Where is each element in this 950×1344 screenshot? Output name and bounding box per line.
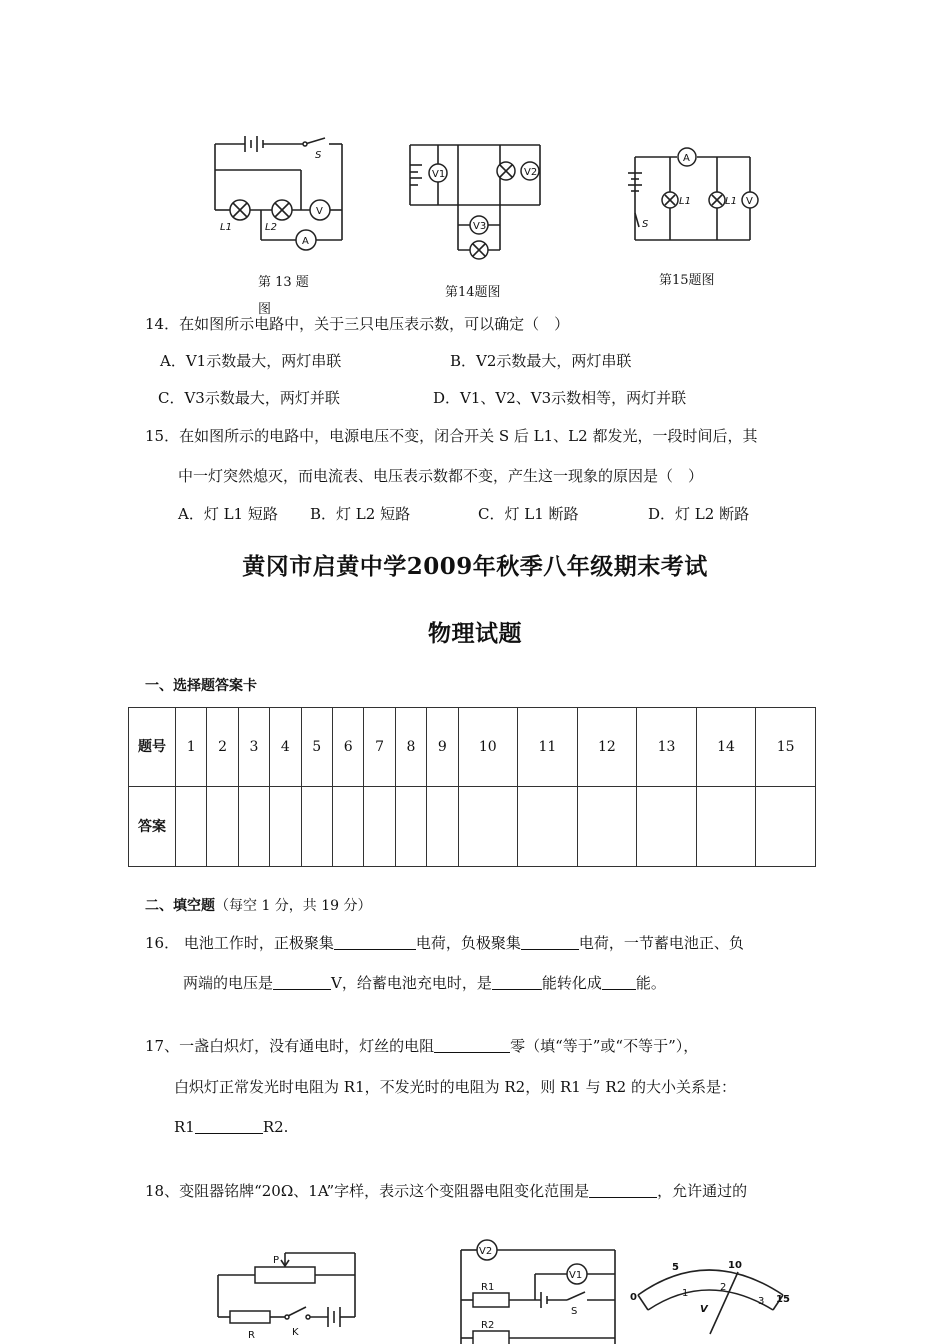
figure-15-circuit <box>625 145 765 255</box>
svg-text:3: 3 <box>758 1296 765 1307</box>
svg-text:S: S <box>642 219 649 230</box>
resistor-r2-icon <box>473 1331 509 1344</box>
svg-text:R: R <box>248 1330 255 1341</box>
rheostat-icon <box>255 1267 315 1283</box>
q18-text: ，允许通过的 <box>657 1182 748 1200</box>
svg-text:V: V <box>746 196 753 207</box>
answer-cell[interactable] <box>301 787 332 867</box>
svg-text:K: K <box>292 1327 299 1338</box>
svg-text:15: 15 <box>776 1294 790 1305</box>
answer-cell[interactable] <box>637 787 697 867</box>
svg-text:L1: L1 <box>725 196 737 207</box>
svg-text:L1: L1 <box>679 196 691 207</box>
answer-cell[interactable] <box>518 787 578 867</box>
svg-text:A: A <box>302 236 309 247</box>
exam-title: 黄冈市启黄中学2009年秋季八年级期末考试 <box>242 553 708 580</box>
question-number: 12 <box>577 708 637 787</box>
question-number: 15 <box>756 708 816 787</box>
question-number: 4 <box>270 708 301 787</box>
answer-cell[interactable] <box>395 787 426 867</box>
figure-14-circuit <box>400 140 550 265</box>
answer-cell[interactable] <box>270 787 301 867</box>
answer-cell[interactable] <box>238 787 269 867</box>
answer-card-table <box>128 707 816 867</box>
q18-text: 18、变阻器铭牌“20Ω、1A”字样，表示这个变阻器电阻变化范围是 <box>145 1182 590 1200</box>
q16-blank-4[interactable] <box>492 975 542 990</box>
answer-cell[interactable] <box>207 787 238 867</box>
svg-text:L2: L2 <box>265 222 277 233</box>
q18-line1 <box>145 1180 747 1201</box>
svg-text:0: 0 <box>630 1292 637 1303</box>
figure-13-caption: 第 13 题 <box>258 275 309 290</box>
svg-text:P: P <box>273 1255 280 1266</box>
answer-cell[interactable] <box>577 787 637 867</box>
resistor-r1-icon <box>473 1293 509 1307</box>
q17-text: 零（填“等于”或“不等于”）， <box>510 1037 699 1055</box>
svg-text:V3: V3 <box>473 221 487 232</box>
exam-subtitle: 物理试题 <box>428 620 522 647</box>
answer-cell[interactable] <box>458 787 518 867</box>
q15-option-a: A．灯 L1 短路 <box>178 505 278 523</box>
question-number: 9 <box>427 708 458 787</box>
question-number: 8 <box>395 708 426 787</box>
figure-14-caption: 第14题图 <box>445 285 501 300</box>
table-row-answers <box>129 787 816 867</box>
q15-stem-line1: 15．在如图所示的电路中，电源电压不变，闭合开关 S 后 L1、L2 都发光，一段时间后，其 <box>145 427 758 445</box>
section2-note: （每空 1 分，共 19 分） <box>215 898 372 914</box>
question-number: 1 <box>176 708 207 787</box>
answer-cell[interactable] <box>696 787 756 867</box>
q17-blank-2[interactable] <box>195 1119 263 1134</box>
answer-cell[interactable] <box>756 787 816 867</box>
q18-blank-1[interactable] <box>589 1183 657 1198</box>
question-number: 5 <box>301 708 332 787</box>
table-row-numbers <box>129 708 816 787</box>
question-number: 13 <box>637 708 697 787</box>
row-header-number: 题号 <box>129 708 176 787</box>
svg-text:2: 2 <box>720 1282 727 1293</box>
figure-voltmeter-circuit <box>455 1240 625 1344</box>
q17-text: R1 <box>174 1118 195 1136</box>
svg-text:V1: V1 <box>432 169 446 180</box>
svg-text:R2: R2 <box>481 1320 495 1331</box>
svg-text:5: 5 <box>672 1262 679 1273</box>
q16-blank-2[interactable] <box>521 935 579 950</box>
q14-stem: 14．在如图所示电路中，关于三只电压表示数，可以确定（ ） <box>145 315 570 333</box>
section1-heading: 一、选择题答案卡 <box>145 678 257 694</box>
q16-line2 <box>183 972 666 993</box>
q16-text: 能转化成 <box>541 974 602 992</box>
svg-text:L1: L1 <box>220 222 232 233</box>
svg-text:S: S <box>315 150 322 161</box>
q14-option-c: C．V3示数最大，两灯并联 <box>158 389 340 407</box>
question-number: 14 <box>696 708 756 787</box>
svg-text:10: 10 <box>728 1260 742 1271</box>
section2-title: 二、填空题 <box>145 898 215 914</box>
question-number: 3 <box>238 708 269 787</box>
q16-blank-5[interactable] <box>602 975 636 990</box>
figure-15-caption: 第15题图 <box>659 273 715 288</box>
q17-line2: 白炽灯正常发光时电阻为 R1，不发光时的电阻为 R2，则 R1 与 R2 的大小关系是： <box>174 1078 736 1096</box>
svg-text:1: 1 <box>682 1288 689 1299</box>
figure-13-caption-tail: 图 <box>258 302 272 317</box>
q14-option-a: A．V1示数最大，两灯串联 <box>160 352 342 370</box>
svg-text:A: A <box>683 153 690 164</box>
q15-stem-line2: 中一灯突然熄灭，而电流表、电压表示数都不变，产生这一现象的原因是（ ） <box>178 467 704 485</box>
q15-option-c: C．灯 L1 断路 <box>478 505 579 523</box>
answer-cell[interactable] <box>332 787 363 867</box>
svg-text:V2: V2 <box>479 1246 493 1257</box>
svg-text:V: V <box>700 1304 708 1315</box>
q17-blank-1[interactable] <box>434 1038 510 1053</box>
svg-text:V1: V1 <box>569 1270 583 1281</box>
q16-blank-1[interactable] <box>334 935 416 950</box>
q16-text: 16． 电池工作时，正极聚集 <box>145 934 334 952</box>
question-number: 11 <box>518 708 578 787</box>
q16-text: V，给蓄电池充电时，是 <box>331 974 492 992</box>
svg-text:V: V <box>316 206 323 217</box>
q16-text: 两端的电压是 <box>183 974 274 992</box>
row-header-answer: 答案 <box>129 787 176 867</box>
q17-line3 <box>174 1118 288 1136</box>
question-number: 6 <box>332 708 363 787</box>
q16-text: 电荷，负极聚集 <box>415 934 521 952</box>
q17-text: 17、一盏白炽灯，没有通电时，灯丝的电阻 <box>145 1037 435 1055</box>
question-number: 10 <box>458 708 518 787</box>
q17-text: R2. <box>262 1118 289 1136</box>
figure-rheostat-circuit <box>210 1245 370 1344</box>
q15-option-d: D．灯 L2 断路 <box>648 505 750 523</box>
q15-option-b: B．灯 L2 短路 <box>310 505 411 523</box>
q16-text: 电荷，一节蓄电池正、负 <box>578 934 744 952</box>
q14-option-d: D．V1、V2、V3示数相等，两灯并联 <box>433 389 687 407</box>
question-number: 2 <box>207 708 238 787</box>
answer-cell[interactable] <box>176 787 207 867</box>
svg-text:V2: V2 <box>524 167 538 178</box>
q16-line1 <box>145 932 744 953</box>
svg-text:S: S <box>571 1306 578 1317</box>
answer-cell[interactable] <box>364 787 395 867</box>
svg-text:R1: R1 <box>481 1282 495 1293</box>
voltmeter-dial-figure <box>628 1250 798 1344</box>
q17-line1 <box>145 1035 698 1056</box>
q16-blank-3[interactable] <box>273 975 331 990</box>
q14-option-b: B．V2示数最大，两灯串联 <box>450 352 632 370</box>
resistor-icon <box>230 1311 270 1323</box>
figure-13-circuit <box>205 130 355 255</box>
q16-text: 能。 <box>635 974 666 992</box>
section2-heading <box>145 895 372 915</box>
answer-cell[interactable] <box>427 787 458 867</box>
question-number: 7 <box>364 708 395 787</box>
